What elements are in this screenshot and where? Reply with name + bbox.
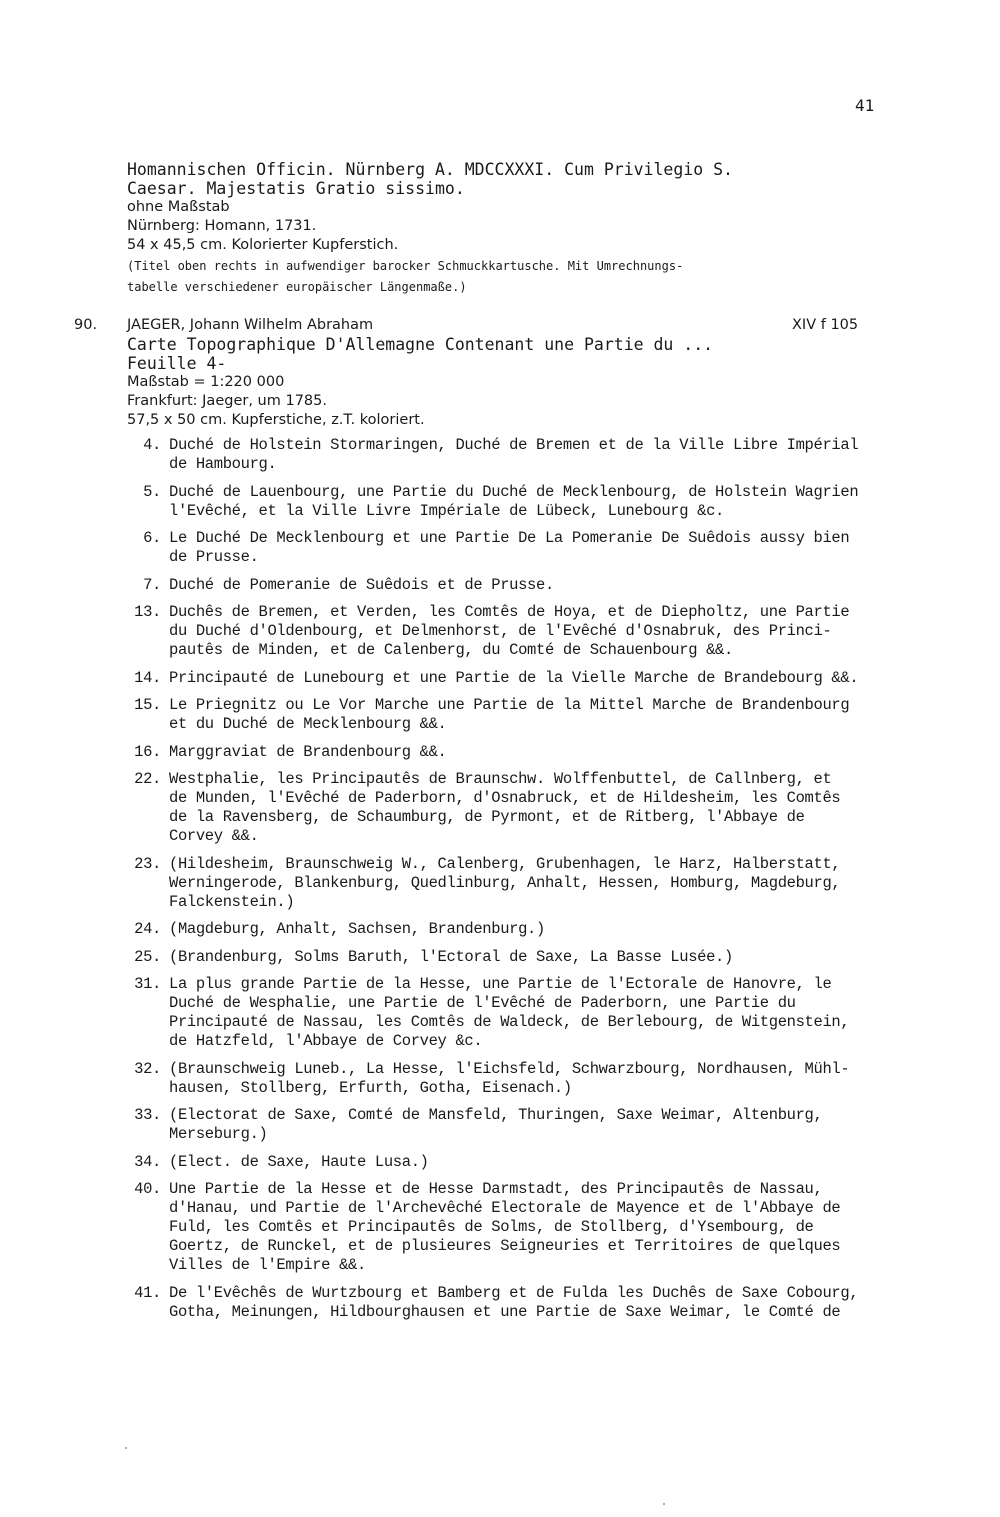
sheet-number: 23. — [134, 854, 161, 873]
sheet-item — [127, 920, 914, 939]
sheet-item — [127, 483, 914, 521]
entry-heading — [74, 316, 914, 335]
sheet-description: Le Duché De Mecklenbourg et une Partie De La Pomeranie De Suêdois aussy bien de Prusse. — [169, 529, 850, 566]
sheet-item — [127, 529, 914, 567]
sheet-number: 33. — [134, 1106, 161, 1124]
sheet-description: De l'Evêchês de Wurtzbourg et Bamberg et de Fulda les Duchês de Saxe Cobourg, Gotha, Meinungen, Hildbourghausen et une Partie de Saxe Weimar, le Comté de — [169, 1283, 859, 1321]
sheet-description: Marggraviat de Brandenbourg &&. — [169, 742, 447, 761]
sheet-item — [127, 1060, 914, 1098]
sheet-item — [127, 669, 914, 688]
previous-entry-title-line: Caesar. Majestatis Gratio sissimo. — [127, 179, 465, 198]
sheet-description: (Braunschweig Luneb., La Hesse, l'Eichsfeld, Schwarzbourg, Nordhausen, Mühl- hausen, Stollberg, Erfurth, Gotha, Eisenach.) — [169, 1059, 850, 1097]
sheet-number: 6. — [143, 529, 161, 547]
sheet-description: La plus grande Partie de la Hesse, une Partie de l'Ectorale de Hanovre, le Duché de Wesphalie, une Partie de l'Evêché de Paderborn, une Partie du Principauté de Nassau, les Comtês de Waldeck, de Berlebourg, de Witgenstein, de Hatzfeld, l'Abbaye de Corvey &c. — [169, 975, 850, 1050]
sheet-number: 34. — [134, 1152, 161, 1171]
scan-speck — [663, 1503, 665, 1505]
previous-entry-continuation — [127, 160, 907, 297]
catalog-entry-90 — [74, 316, 914, 1330]
scan-speck — [125, 1447, 127, 1449]
sheet-number: 15. — [134, 696, 161, 714]
sheet-item — [127, 436, 914, 474]
sheet-number: 24. — [134, 920, 161, 938]
previous-entry-scale: ohne Maßstab — [127, 199, 230, 215]
sheet-description: Duché de Pomeranie de Suêdois et de Prusse. — [169, 575, 554, 594]
entry-physical-description: 57,5 x 50 cm. Kupferstiche, z.T. koloriert. — [127, 412, 425, 428]
sheet-description: Duchês de Bremen, et Verden, les Comtês de Hoya, et de Diepholtz, une Partie du Duché d'Oldenbourg, et Delmenhorst, de l'Evêché d'Osnabruk, des Princi- pautês de Minden, et de Calenberg, du Comté de Schauenbourg &&. — [169, 603, 850, 659]
sheet-item — [127, 770, 914, 846]
previous-entry-note-line: tabelle verschiedener europäischer Längenmaße.) — [127, 280, 467, 294]
sheet-item — [127, 948, 914, 967]
previous-entry-physical-description: 54 x 45,5 cm. Kolorierter Kupferstich. — [127, 237, 399, 253]
sheet-description: (Hildesheim, Braunschweig W., Calenberg, Grubenhagen, le Harz, Halberstatt, Werningerode, Blankenburg, Quedlinburg, Anhalt, Hessen, Homburg, Magdeburg, Falckenstein.) — [169, 854, 841, 911]
sheet-number: 22. — [134, 770, 161, 788]
sheet-number: 5. — [143, 482, 161, 501]
sheet-item — [127, 576, 914, 595]
sheet-number: 7. — [143, 575, 161, 594]
sheet-number: 31. — [134, 975, 161, 993]
entry-scale: Maßstab = 1:220 000 — [127, 374, 285, 390]
page-number: 41 — [855, 96, 875, 115]
sheet-description: (Brandenburg, Solms Baruth, l'Ectoral de Saxe, La Basse Lusée.) — [169, 947, 733, 966]
sheet-number: 32. — [134, 1059, 161, 1078]
sheet-number: 4. — [143, 436, 161, 454]
sheet-item — [127, 696, 914, 734]
sheet-item — [127, 1106, 914, 1144]
sheet-description: (Elect. de Saxe, Haute Lusa.) — [169, 1152, 429, 1171]
sheet-item — [127, 1284, 914, 1322]
sheet-item — [127, 855, 914, 912]
sheet-list — [127, 436, 914, 1322]
entry-author: JAEGER, Johann Wilhelm Abraham — [127, 317, 374, 333]
sheet-number: 14. — [134, 668, 161, 687]
sheet-item — [127, 603, 914, 660]
previous-entry-imprint: Nürnberg: Homann, 1731. — [127, 218, 317, 234]
sheet-description: Westphalie, les Principautês de Braunschw. Wolffenbuttel, de Callnberg, et de Munden, l'Evêché de Paderborn, d'Osnabruck, et de Hildesheim, les Comtês de la Ravensberg, de Schaumburg, de Pyrmont, et de Ritberg, l'Abbaye de Corvey &&. — [169, 770, 841, 845]
sheet-item — [127, 1153, 914, 1172]
sheet-description: Principauté de Lunebourg et une Partie de la Vielle Marche de Brandebourg &&. — [169, 668, 859, 687]
sheet-description: (Magdeburg, Anhalt, Sachsen, Brandenburg.) — [169, 920, 545, 938]
entry-number: 90. — [74, 317, 98, 333]
sheet-description: Le Priegnitz ou Le Vor Marche une Partie de la Mittel Marche de Brandenbourg et du Duché de Mecklenbourg &&. — [169, 696, 850, 733]
entry-shelfmark: XIV f 105 — [792, 317, 859, 333]
sheet-item — [127, 1180, 914, 1275]
sheet-number: 25. — [134, 947, 161, 966]
sheet-number: 40. — [134, 1180, 161, 1198]
entry-title-line: Feuille 4- — [127, 354, 227, 373]
sheet-item — [127, 743, 914, 762]
previous-entry-title-line: Homannischen Officin. Nürnberg A. MDCCXXXI. Cum Privilegio S. — [127, 160, 733, 179]
sheet-description: (Electorat de Saxe, Comté de Mansfeld, Thuringen, Saxe Weimar, Altenburg, Merseburg.) — [169, 1106, 823, 1143]
sheet-item — [127, 975, 914, 1051]
sheet-number: 13. — [134, 603, 161, 621]
previous-entry-note-line: (Titel oben rechts in aufwendiger barocker Schmuckkartusche. Mit Umrechnungs- — [127, 259, 684, 273]
sheet-description: Duché de Lauenbourg, une Partie du Duché de Mecklenbourg, de Holstein Wagrien l'Evêché, et la Ville Livre Impériale de Lübeck, Lunebourg &c. — [169, 482, 859, 520]
entry-title-line: Carte Topographique D'Allemagne Contenant une Partie du ... — [127, 335, 714, 354]
sheet-description: Une Partie de la Hesse et de Hesse Darmstadt, des Principautês de Nassau, d'Hanau, und Partie de l'Archevêché Electorale de Mayence et de l'Abbaye de Fuld, les Comtês et Principautês de Solms, de Stollberg, d'Ysembourg, de Goertz, de Runckel, et de plusieures Seigneuries et Territoires de quelques Villes de l'Empire &&. — [169, 1180, 841, 1274]
entry-imprint: Frankfurt: Jaeger, um 1785. — [127, 393, 327, 409]
sheet-description: Duché de Holstein Stormaringen, Duché de Bremen et de la Ville Libre Impérial de Hambourg. — [169, 436, 859, 473]
sheet-number: 16. — [134, 742, 161, 761]
sheet-number: 41. — [134, 1283, 161, 1302]
entry-description — [127, 335, 914, 430]
